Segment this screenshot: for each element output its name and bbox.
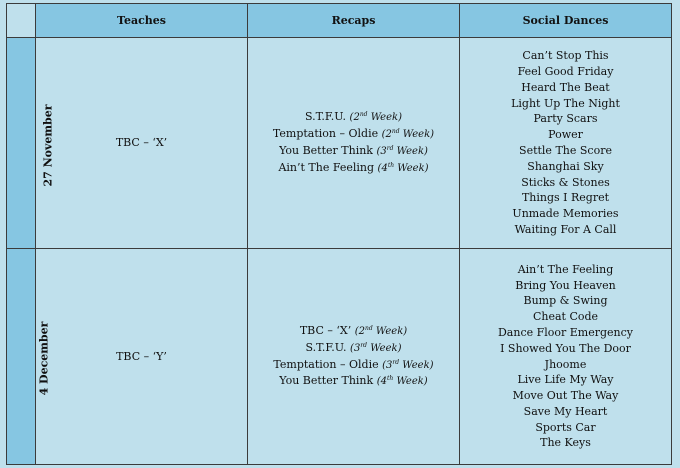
corner-cell [7, 4, 36, 38]
social-dance-item: Dance Floor Emergency [497, 325, 634, 339]
header-row [7, 4, 672, 38]
social-dance-item: Feel Good Friday [517, 65, 614, 79]
recap-item [248, 357, 459, 374]
recaps-cell [248, 249, 460, 465]
social-dance-item: Shanghai Sky [527, 159, 604, 173]
recap-item [248, 373, 459, 390]
date-label: 27 November [41, 103, 55, 187]
recap-name: S.T.F.U. [305, 110, 347, 124]
recap-item [248, 160, 459, 177]
social-dances-cell [460, 38, 672, 249]
social-dance-item: Light Up The Night [511, 96, 620, 110]
recap-name: TBC – ‘X’ [299, 323, 352, 337]
teach-cell [36, 249, 248, 465]
social-dances-cell [460, 249, 672, 465]
header-social-dances: Social Dances [460, 4, 672, 38]
social-dance-item: Things I Regret [521, 191, 610, 205]
social-dance-item: Bump & Swing [523, 294, 608, 308]
social-dance-item: The Keys [540, 436, 591, 450]
recap-week: (2nd Week) [349, 111, 402, 124]
recap-week: (4th Week) [377, 161, 429, 174]
social-dance-item: Ain’t The Feeling [517, 262, 614, 276]
recap-item [248, 340, 459, 357]
date-cell [7, 38, 55, 249]
dance-schedule-table [6, 3, 672, 465]
social-dance-item: Live Life My Way [517, 373, 614, 387]
social-dance-item: Settle The Score [519, 144, 612, 157]
social-dance-item: Heard The Beat [521, 80, 610, 94]
social-dance-item: Party Scars [533, 112, 598, 126]
header-teaches: Teaches [36, 4, 248, 38]
recap-week: (2nd Week) [381, 128, 435, 141]
social-dance-item: Sports Car [535, 420, 596, 434]
recap-item [248, 143, 459, 160]
recap-name: Temptation – Oldie [273, 357, 379, 371]
recap-item [248, 126, 459, 143]
recap-week: (4th Week) [376, 375, 428, 388]
recap-name: S.T.F.U. [305, 340, 347, 354]
teach-cell [36, 38, 248, 249]
recap-week: (2nd Week) [354, 324, 408, 337]
social-dance-item: Sticks & Stones [521, 175, 610, 189]
date-cell [7, 249, 51, 465]
social-dance-item: Save My Heart [523, 404, 608, 418]
schedule-row-0 [7, 38, 672, 249]
recap-week: (3rd Week) [382, 358, 434, 371]
header-recaps: Recaps [248, 4, 460, 38]
social-dance-item: Power [548, 128, 583, 142]
recap-name: You Better Think [279, 374, 374, 388]
social-dance-item: Jhoome [544, 357, 587, 371]
recaps-cell [248, 38, 460, 249]
recap-name: Ain’t The Feeling [278, 160, 375, 174]
recap-week: (3rd Week) [350, 341, 402, 354]
recap-week: (3rd Week) [376, 145, 428, 157]
social-dance-item: Can’t Stop This [522, 49, 609, 63]
social-dance-item: Unmade Memories [512, 207, 619, 221]
social-dance-item: Waiting For A Call [514, 222, 617, 236]
teach-text: TBC – ‘X’ [115, 136, 168, 150]
social-dance-item: I Showed You The Door [500, 341, 631, 355]
teach-text: TBC – ‘Y’ [116, 349, 167, 363]
recap-item [248, 109, 459, 126]
schedule-row-1 [7, 249, 672, 465]
recap-item [248, 323, 459, 340]
social-dance-item: Cheat Code [532, 310, 599, 324]
social-dance-item: Move Out The Way [512, 389, 619, 403]
social-dance-item: Bring You Heaven [515, 278, 616, 292]
date-label: 4 December [37, 321, 51, 396]
recap-name: Temptation – Oldie [272, 127, 379, 141]
recap-name: You Better Think [279, 144, 373, 157]
